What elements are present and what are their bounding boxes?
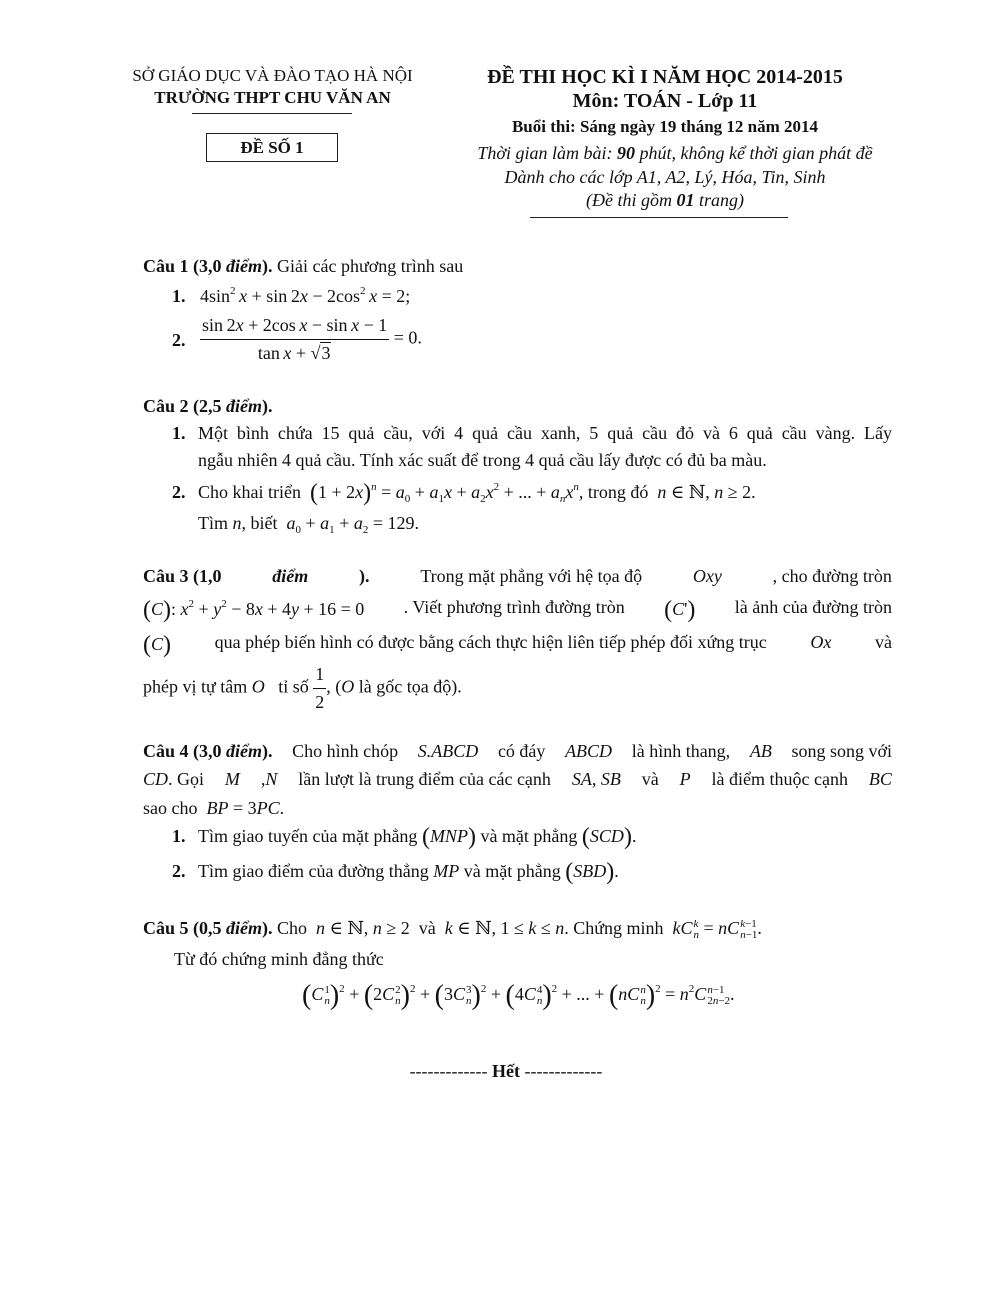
q1-item-2-number: 2. (172, 330, 186, 350)
q2-item-1-line-1: Một bình chứa 15 quả cầu, với 4 quả cầu xanh, 5 quả cầu đỏ và 6 quả cầu vàng. Lấy (198, 423, 892, 443)
q2-item-1-line-2: ngẫu nhiên 4 quả cầu. Tính xác suất để trong 4 quả cầu lấy được có đủ ba màu. (198, 450, 767, 470)
exam-code: ĐỀ SỐ 1 (240, 138, 304, 157)
q4-line-2: CD. Gọi M ,N lần lượt là trung điểm của các cạnh SA, SB và P là điểm thuộc cạnh BC (143, 769, 892, 789)
q5-line-2: Từ đó chứng minh đẳng thức (174, 949, 384, 969)
q4-item-2-number: 2. (172, 861, 186, 881)
q2-item-2-line-2: Tìm n, biết $a_0 + a_1 + a_2 = 129$. (198, 513, 419, 536)
q4-line-3: sao cho BP = 3PC. (143, 798, 285, 818)
exam-time: Thời gian làm bài: 90 phút, không kể thời gian phát đề (477, 143, 873, 163)
q3-line-3: (C) qua phép biến hình có được bằng cách thực hiện liên tiếp phép đối xứng trục Ox và (143, 632, 892, 658)
q3-line-4: phép vị tự tâm O tỉ số $\frac{1}{2}$ , (O là gốc tọa độ). (143, 664, 462, 712)
q4-item-1: Tìm giao tuyến của mặt phẳng (MNP) và mặt phẳng (SCD). (198, 824, 637, 850)
end-of-exam: ------------- Hết ------------- (409, 1061, 603, 1081)
q2-item-1-number: 1. (172, 423, 186, 443)
q3-line-2: (C): $x^2 + y^2 - 8x + 4y + 16 = 0$ . Viết phương trình đường tròn (C') là ảnh của đường tròn (143, 597, 892, 623)
q2-item-2-line-1: Cho khai triển $(1 + 2x)^n = a_0 + a_1x + a_2x^2$ + ... + $a_nx^n$, trong đó n ∈ ℕ, n ≥ 2. (198, 480, 756, 506)
q1-equation-2: $\frac{\text{sin 2x + 2cos x − sin x − 1}}{\text{tan x + √3}}$ = 0. (202, 315, 422, 363)
q5-line-1: Câu 5 (0,5 điểm). Cho n ∈ ℕ, n ≥ 2 và k ∈ ℕ, 1 ≤ k ≤ n. Chứng minh kC k n = nC k−1 n−1 . (143, 917, 762, 941)
q4-line-1: Câu 4 (3,0 điểm). Cho hình chóp S.ABCD có đáy ABCD là hình thang, AB song song với (143, 741, 892, 761)
exam-session: Buổi thi: Sáng ngày 19 tháng 12 năm 2014 (511, 117, 819, 136)
q3-line-1: Câu 3 (1,0 điểm ). Trong mặt phẳng với hệ tọa độ Oxy , cho đường tròn (143, 566, 892, 586)
q5-identity: (C 1 n )$^2$ + (2C 2 n )$^2$ + (3C 3 n )$^2$ + (4C 4 n )$^2$ + ... + (nC n n )$^2 = n^2C$ n−1 2n−2 . (302, 980, 735, 1011)
q1-equation-1: $4\sin^2$ $x + \sin 2x - 2\cos^2$ x = 2; (200, 285, 411, 306)
q2-item-2-number: 2. (172, 482, 186, 502)
exam-classes: Dành cho các lớp A1, A2, Lý, Hóa, Tin, Sinh (504, 167, 826, 187)
q1-item-1-number: 1. (172, 286, 186, 306)
school-name: TRƯỜNG THPT CHU VĂN AN (154, 88, 391, 107)
q4-item-1-number: 1. (172, 826, 186, 846)
q4-item-2: Tìm giao điểm của đường thẳng MP và mặt phẳng (SBD). (198, 859, 619, 885)
q1-heading: Câu 1 (3,0 điểm). Giải các phương trình sau (143, 256, 464, 276)
q2-heading: Câu 2 (2,5 điểm). (143, 396, 273, 416)
department-name: SỞ GIÁO DỤC VÀ ĐÀO TẠO HÀ NỘI (132, 66, 413, 85)
header-right-underline (530, 217, 788, 218)
exam-title: ĐỀ THI HỌC KÌ I NĂM HỌC 2014-2015 (487, 66, 843, 88)
school-underline (192, 113, 352, 114)
exam-subject: Môn: TOÁN - Lớp 11 (572, 90, 758, 112)
exam-pages: (Đề thi gồm 01 trang) (586, 190, 744, 210)
